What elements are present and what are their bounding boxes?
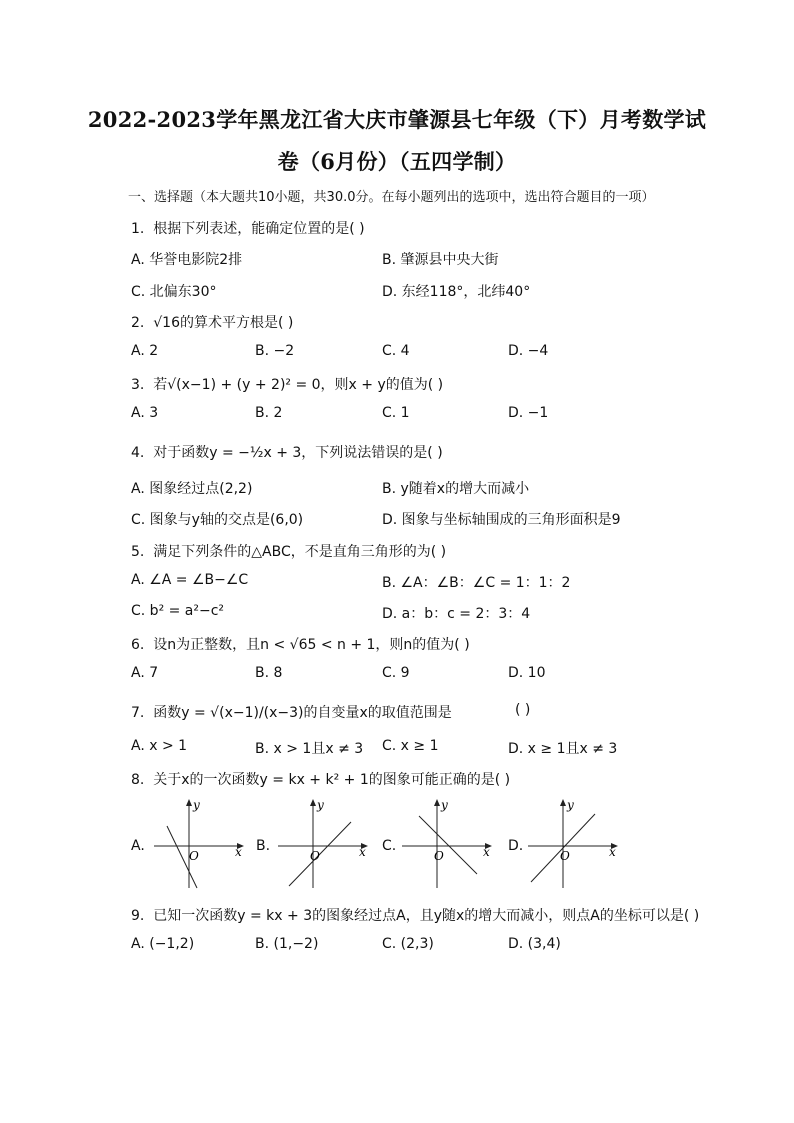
question-text: 设n为正整数，且n < √65 < n + 1，则n的值为( ) — [153, 637, 470, 653]
graph-options — [125, 796, 645, 896]
exam-title-line2: 卷（6月份）（五四学制） — [277, 149, 517, 174]
option-c: C. 4 — [382, 343, 410, 359]
option-b: B. −2 — [255, 343, 295, 359]
y-axis-arrow — [560, 799, 566, 806]
option-c: C. (2,3) — [382, 936, 434, 952]
option-d: D. 东经118°，北纬40° — [382, 284, 531, 300]
function-line — [419, 816, 477, 874]
question-number: 9. — [131, 908, 145, 924]
function-line — [289, 822, 351, 886]
question-8 — [131, 769, 510, 789]
option-c: C. x ≥ 1 — [382, 738, 439, 754]
y-axis-arrow — [310, 799, 316, 806]
option-c: C. 9 — [382, 665, 410, 681]
question-text: √16的算术平方根是( ) — [153, 315, 294, 331]
option-c: C. 图象与y轴的交点是(6,0) — [131, 512, 304, 528]
option-d: D. x ≥ 1且x ≠ 3 — [508, 741, 618, 757]
answer-parentheses: ( ) — [515, 702, 531, 718]
option-d: D. −1 — [508, 405, 549, 421]
question-9 — [131, 905, 699, 925]
question-number: 1. — [131, 221, 145, 237]
question-5 — [131, 541, 446, 561]
question-2 — [131, 312, 293, 332]
x-axis-label: x — [359, 845, 366, 859]
question-text: 关于x的一次函数y = kx + k² + 1的图象可能正确的是( ) — [153, 772, 511, 788]
option-b: B. y随着x的增大而减小 — [382, 481, 530, 497]
y-axis-label: y — [193, 798, 200, 812]
option-b: B. — [256, 838, 271, 854]
question-text: 函数y = √(x−1)/(x−3)的自变量x的取值范围是 — [153, 705, 452, 721]
question-number: 7. — [131, 705, 145, 721]
origin-label: O — [434, 849, 444, 863]
option-b: B. 8 — [255, 665, 283, 681]
question-number: 5. — [131, 544, 145, 560]
origin-label: O — [560, 849, 570, 863]
question-7 — [131, 702, 452, 722]
y-axis-arrow — [434, 799, 440, 806]
question-4 — [131, 442, 443, 462]
question-number: 2. — [131, 315, 145, 331]
option-a: A. — [131, 838, 145, 854]
question-text: 若√(x−1) + (y + 2)² = 0，则x + y的值为( ) — [153, 377, 444, 393]
graph-b — [273, 796, 373, 891]
option-a: A. 图象经过点(2,2) — [131, 481, 253, 497]
option-a: A. 2 — [131, 343, 159, 359]
y-axis-arrow — [186, 799, 192, 806]
option-b: B. (1,−2) — [255, 936, 319, 952]
y-axis-label: y — [441, 798, 448, 812]
question-number: 8. — [131, 772, 145, 788]
x-axis-label: x — [235, 845, 242, 859]
question-number: 6. — [131, 637, 145, 653]
option-d: D. — [508, 838, 524, 854]
option-d: D. (3,4) — [508, 936, 561, 952]
option-b: B. ∠A：∠B：∠C = 1：1：2 — [382, 575, 571, 591]
question-text: 满足下列条件的△ABC，不是直角三角形的为( ) — [153, 544, 447, 560]
origin-label: O — [189, 849, 199, 863]
y-axis-label: y — [317, 798, 324, 812]
option-d: D. −4 — [508, 343, 549, 359]
question-3 — [131, 374, 443, 394]
graph-a — [149, 796, 249, 891]
option-c: C. 1 — [382, 405, 410, 421]
option-d: D. 图象与坐标轴围成的三角形面积是9 — [382, 512, 621, 528]
option-a: A. 华誉电影院2排 — [131, 252, 243, 268]
option-a: A. (−1,2) — [131, 936, 195, 952]
option-c: C. — [382, 838, 397, 854]
option-a: A. ∠A = ∠B−∠C — [131, 572, 249, 588]
option-b: B. 2 — [255, 405, 283, 421]
y-axis-label: y — [567, 798, 574, 812]
option-b: B. 肇源县中央大街 — [382, 252, 499, 268]
question-number: 4. — [131, 445, 145, 461]
option-b: B. x > 1且x ≠ 3 — [255, 741, 364, 757]
exam-title-line1: 2022-2023学年黑龙江省大庆市肇源县七年级（下）月考数学试 — [87, 107, 707, 132]
question-1 — [131, 218, 365, 238]
option-a: A. 3 — [131, 405, 159, 421]
option-d: D. 10 — [508, 665, 546, 681]
graph-d — [523, 796, 623, 891]
option-a: A. 7 — [131, 665, 159, 681]
origin-label: O — [310, 849, 320, 863]
question-text: 已知一次函数y = kx + 3的图象经过点A，且y随x的增大而减小，则点A的坐标可以是( ) — [153, 908, 700, 924]
option-c: C. b² = a²−c² — [131, 603, 225, 619]
question-text: 根据下列表述，能确定位置的是( ) — [153, 221, 365, 237]
x-axis-label: x — [609, 845, 616, 859]
graph-c — [397, 796, 497, 891]
question-6 — [131, 634, 470, 654]
question-number: 3. — [131, 377, 145, 393]
section-heading: 一、选择题（本大题共10小题，共30.0分。在每小题列出的选项中，选出符合题目的一项） — [128, 190, 655, 205]
x-axis-label: x — [483, 845, 490, 859]
option-c: C. 北偏东30° — [131, 284, 217, 300]
option-a: A. x > 1 — [131, 738, 188, 754]
question-text: 对于函数y = −½x + 3，下列说法错误的是( ) — [153, 445, 443, 461]
option-d: D. a：b：c = 2：3：4 — [382, 606, 531, 622]
